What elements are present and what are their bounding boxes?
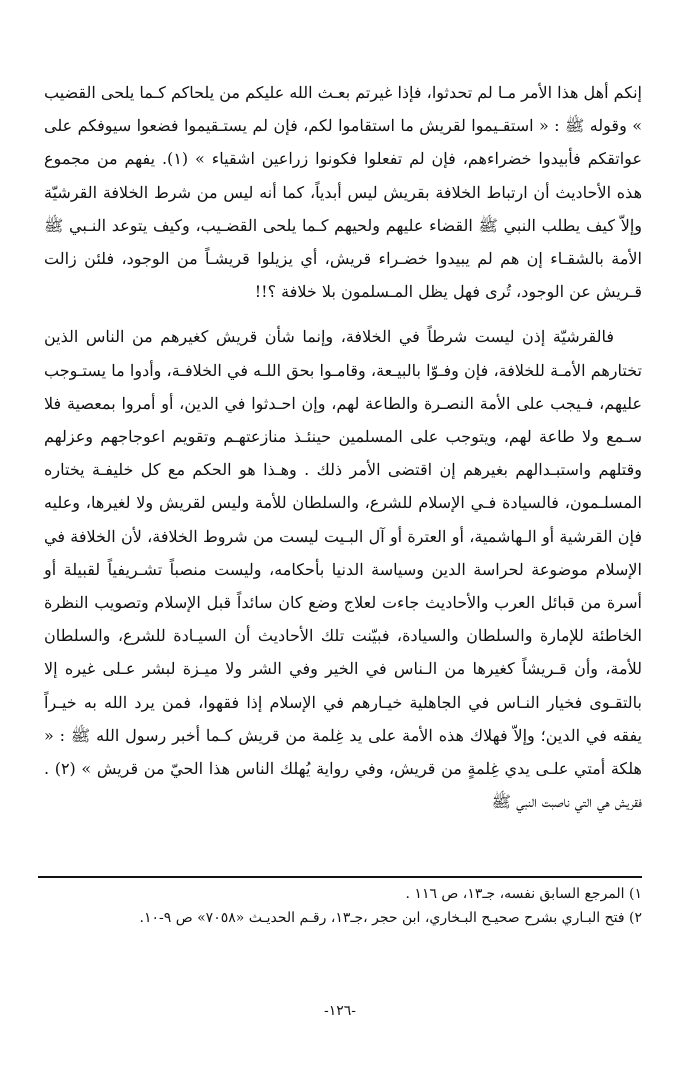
footnote-divider — [38, 876, 642, 878]
footnote-1: ١) المرجع السابق نفسه، جـ١٣، ص ١١٦ . — [405, 886, 642, 902]
footnote-2: ٢) فتح البـاري بشرح صحيـح البـخاري، ابن حجر ،جـ١٣، رقـم الحديـث «٧٠٥٨» ص ٩-١٠. — [139, 910, 642, 926]
main-text — [44, 76, 642, 818]
paragraph-1: إنكم أهل هذا الأمر مـا لم تحدثوا، فإذا غيرتم بعـث الله عليكم من يلحاكم كـما يلحى القضيب » وقوله ﷺ : « استقـيموا لقريش ما استقاموا لكم، فإن لم يستـقيموا فضعوا سيوفكم على عواتقكم فأبيدوا خضراءهم، فإن لم تفعلوا فكونوا زراعين اشقياء » (١). يفهم من مجموع هذه الأحاديث أن ارتباط الخلافة بقريش ليس أبدياً، كما أنه ليس من شرط الخلافة القرشيّة وإلاّ كيف يطلب النبي ﷺ القضاء عليهم ولحيهم كـما يلحى القضـيب، وكيف يتوعد النـبي ﷺ الأمة بالشقـاء إن هم لم يبيدوا خضـراء قريش، أي يزيلوا قريشـاً من الوجود، فلئن زالت قـريش عن الوجود، تُرى فهل يظل المـسلمون بلا خلافة ؟!! — [44, 83, 642, 302]
footnotes — [44, 882, 642, 930]
page-number: -١٢٦- — [323, 1003, 357, 1019]
paragraph-2: فالقرشيّة إذن ليست شرطاً في الخلافة، وإنما شأن قريش كغيرهم من الناس الذين تختارهم الأمـة للخلافة، فإن وفـوّا بالبيـعة، وقامـوا بحق اللـه في الخلافـة، وأدوا ما يستـوجب عليهم، فـيجب على الأمة النصـرة والطاعة لهم، وإن احـدثوا في الدين، أو أمروا بمعصية فلا سـمع ولا طاعة لهم، ويتوجب على المسلمين حينئـذ منازعتهـم وتقويم اعوجاجهم وعزلهم وقتلهم واستبـدالهم بغيرهم إن اقتضى الأمر ذلك . وهـذا هو الحكم مع كل خليفـة يختاره المسلـمون، فالسيادة فـي الإسلام للشرع، والسلطان للأمة وليس لقريش ولا لغيرها، وعليه فإن القرشية أو الـهاشمية، أو العترة أو آل البـيت ليست من شروط الخلافة، لأن الخلافة في الإسلام موضوعة لحراسة الدين وسياسة الدنيا بأحكامه، وليست منصباً تشـريفياً لقبيلة أو أسرة من قبائل العرب والأحاديث جاءت لعلاج وضع كان سائداً قبل الإسلام وتصويب النظرة الخاطئة للإمارة والسلطان والسيادة، فبيّنت تلك الأحاديث أن السيـادة للشرع، والسلطان للأمة، وأن قـريشاً كغيرها من الـناس في الخير وفي الشر ولا ميـزة لبشر عـلى غيره إلا بالتقـوى فخيار النـاس في الجاهلية خيـارهم في الإسلام إذا فقهوا، فمن يرد الله به خيـراً يفقه في الدين؛ وإلاّ فهلاك هذه الأمة على يد غِلمة من قريش كـما أخبر رسول الله ﷺ : « هلكة أمتي علـى يدي غِلمةٍ من قريش، وفي رواية يُهلك الناس هذا الحيّ من قريش » (٢) . فقريش هي التي ناصبت النبي ﷺ — [44, 327, 643, 812]
